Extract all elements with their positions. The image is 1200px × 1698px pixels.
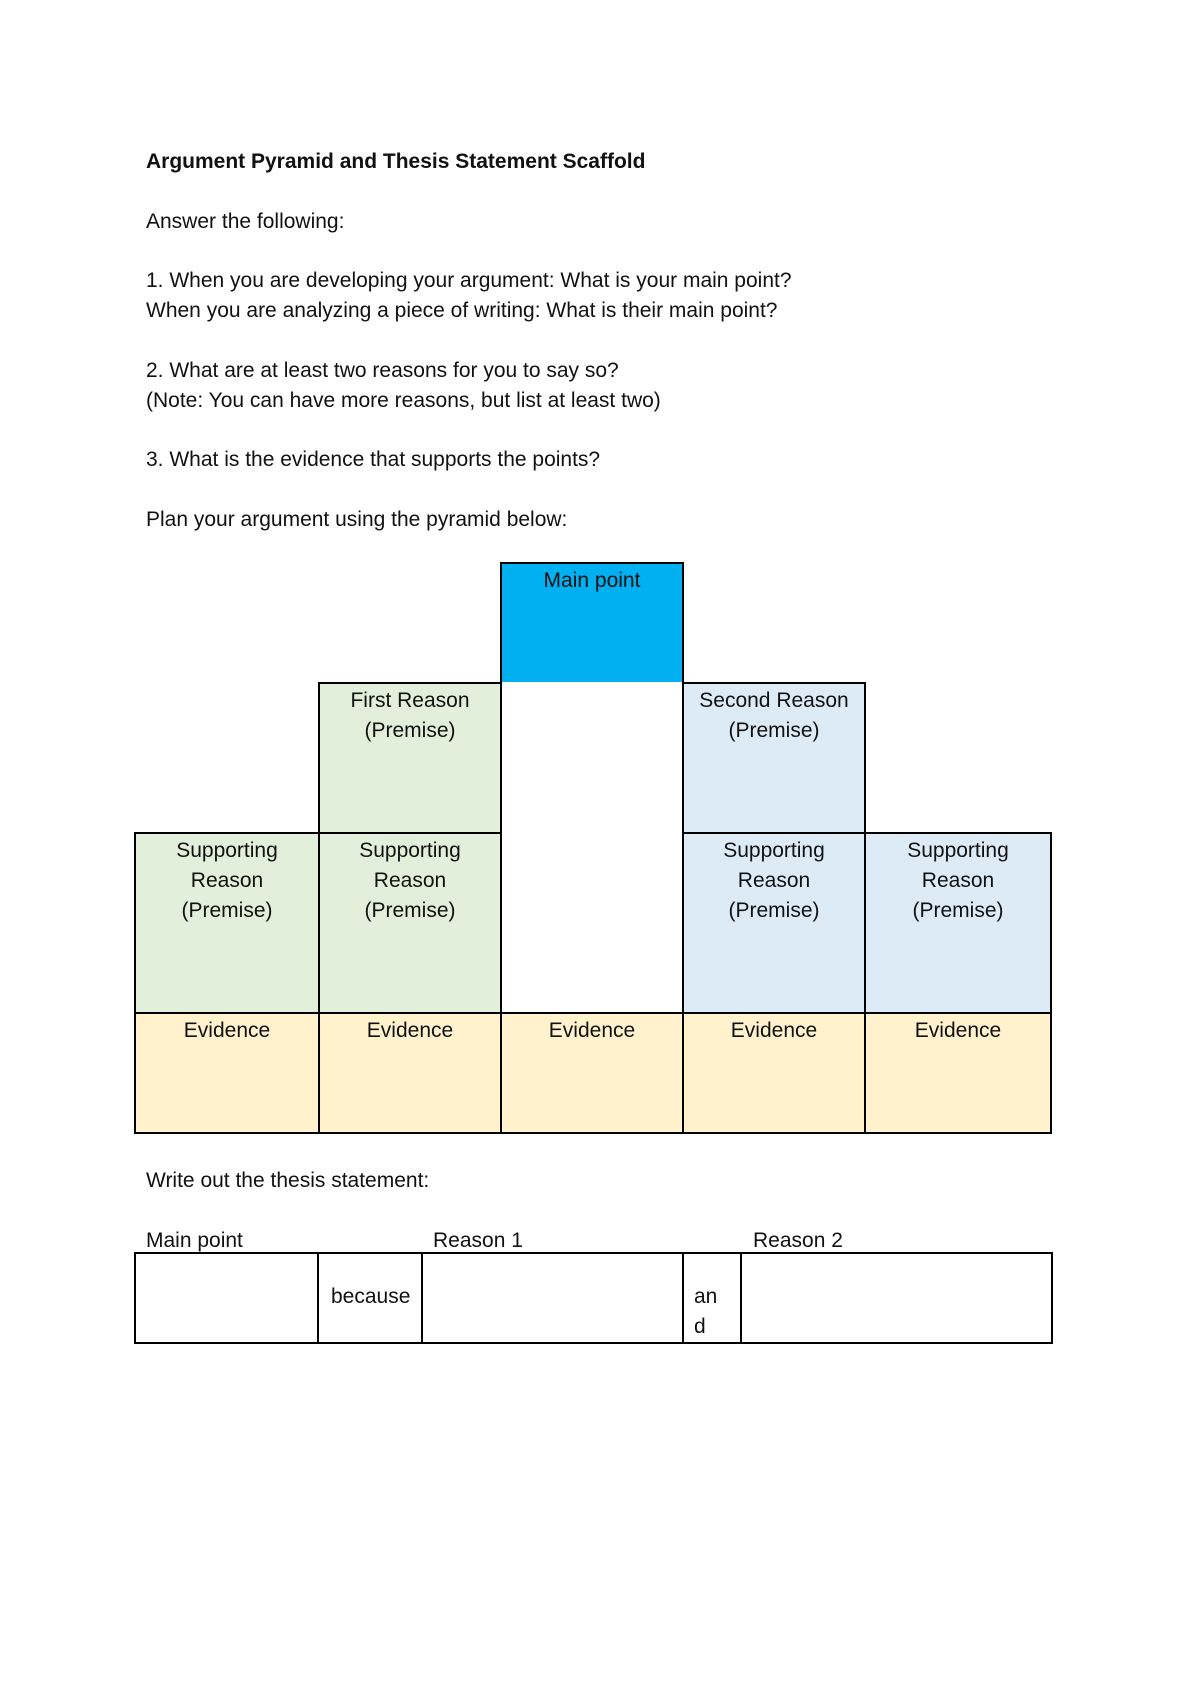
second-reason-premise: (Premise) (728, 719, 820, 742)
supporting-reason-2-line-2: Reason (373, 869, 447, 892)
question-2-line-1: 2. What are at least two reasons for you to say so? (146, 359, 619, 382)
thesis-reason-1-field[interactable] (421, 1252, 684, 1344)
thesis-label-reason-2: Reason 2 (753, 1229, 843, 1252)
supporting-reason-3-line-1: Supporting (723, 839, 825, 862)
supporting-reason-4[interactable] (864, 832, 1052, 1014)
evidence-label-3: Evidence (548, 1019, 636, 1042)
supporting-reason-1-line-1: Supporting (176, 839, 278, 862)
supporting-reason-3-line-2: Reason (737, 869, 811, 892)
supporting-reason-4-line-2: Reason (921, 869, 995, 892)
page-title: Argument Pyramid and Thesis Statement Scaffold (146, 150, 646, 173)
thesis-label-main-point: Main point (146, 1229, 243, 1252)
main-point-label: Main point (543, 569, 641, 592)
because-word: because (331, 1285, 411, 1308)
evidence-box-2[interactable] (318, 1012, 502, 1134)
evidence-label-4: Evidence (730, 1019, 818, 1042)
evidence-label-1: Evidence (183, 1019, 271, 1042)
thesis-reason-2-field[interactable] (740, 1252, 1053, 1344)
thesis-and-cell (682, 1252, 742, 1344)
evidence-box-4[interactable] (682, 1012, 866, 1134)
first-reason-premise: (Premise) (364, 719, 456, 742)
and-word-part-1: an (694, 1285, 718, 1308)
evidence-box-5[interactable] (864, 1012, 1052, 1134)
question-2-line-2: (Note: You can have more reasons, but list at least two) (146, 389, 661, 412)
supporting-reason-3-line-3: (Premise) (728, 899, 820, 922)
supporting-reason-4-line-3: (Premise) (912, 899, 1004, 922)
plan-instruction: Plan your argument using the pyramid below: (146, 508, 568, 531)
main-point-column[interactable] (500, 682, 684, 1014)
question-1-line-1: 1. When you are developing your argument: What is your main point? (146, 269, 792, 292)
thesis-instruction: Write out the thesis statement: (146, 1169, 430, 1192)
thesis-label-reason-1: Reason 1 (433, 1229, 523, 1252)
and-word-part-2: d (694, 1315, 706, 1338)
supporting-reason-2-line-3: (Premise) (364, 899, 456, 922)
first-reason-title: First Reason (350, 689, 470, 712)
evidence-box-1[interactable] (134, 1012, 320, 1134)
supporting-reason-3[interactable] (682, 832, 866, 1014)
intro-text: Answer the following: (146, 210, 345, 233)
thesis-main-point-field[interactable] (134, 1252, 319, 1344)
evidence-label-5: Evidence (914, 1019, 1002, 1042)
main-point-box[interactable] (500, 562, 684, 684)
first-reason-box[interactable] (318, 682, 502, 834)
evidence-box-3[interactable] (500, 1012, 684, 1134)
second-reason-box[interactable] (682, 682, 866, 834)
evidence-label-2: Evidence (366, 1019, 454, 1042)
supporting-reason-2-line-1: Supporting (359, 839, 461, 862)
supporting-reason-1[interactable] (134, 832, 320, 1014)
supporting-reason-2[interactable] (318, 832, 502, 1014)
question-3: 3. What is the evidence that supports the points? (146, 448, 601, 471)
second-reason-title: Second Reason (699, 689, 849, 712)
thesis-because-cell (317, 1252, 423, 1344)
question-1-line-2: When you are analyzing a piece of writing: What is their main point? (146, 299, 778, 322)
supporting-reason-1-line-3: (Premise) (181, 899, 273, 922)
supporting-reason-1-line-2: Reason (190, 869, 264, 892)
supporting-reason-4-line-1: Supporting (907, 839, 1009, 862)
